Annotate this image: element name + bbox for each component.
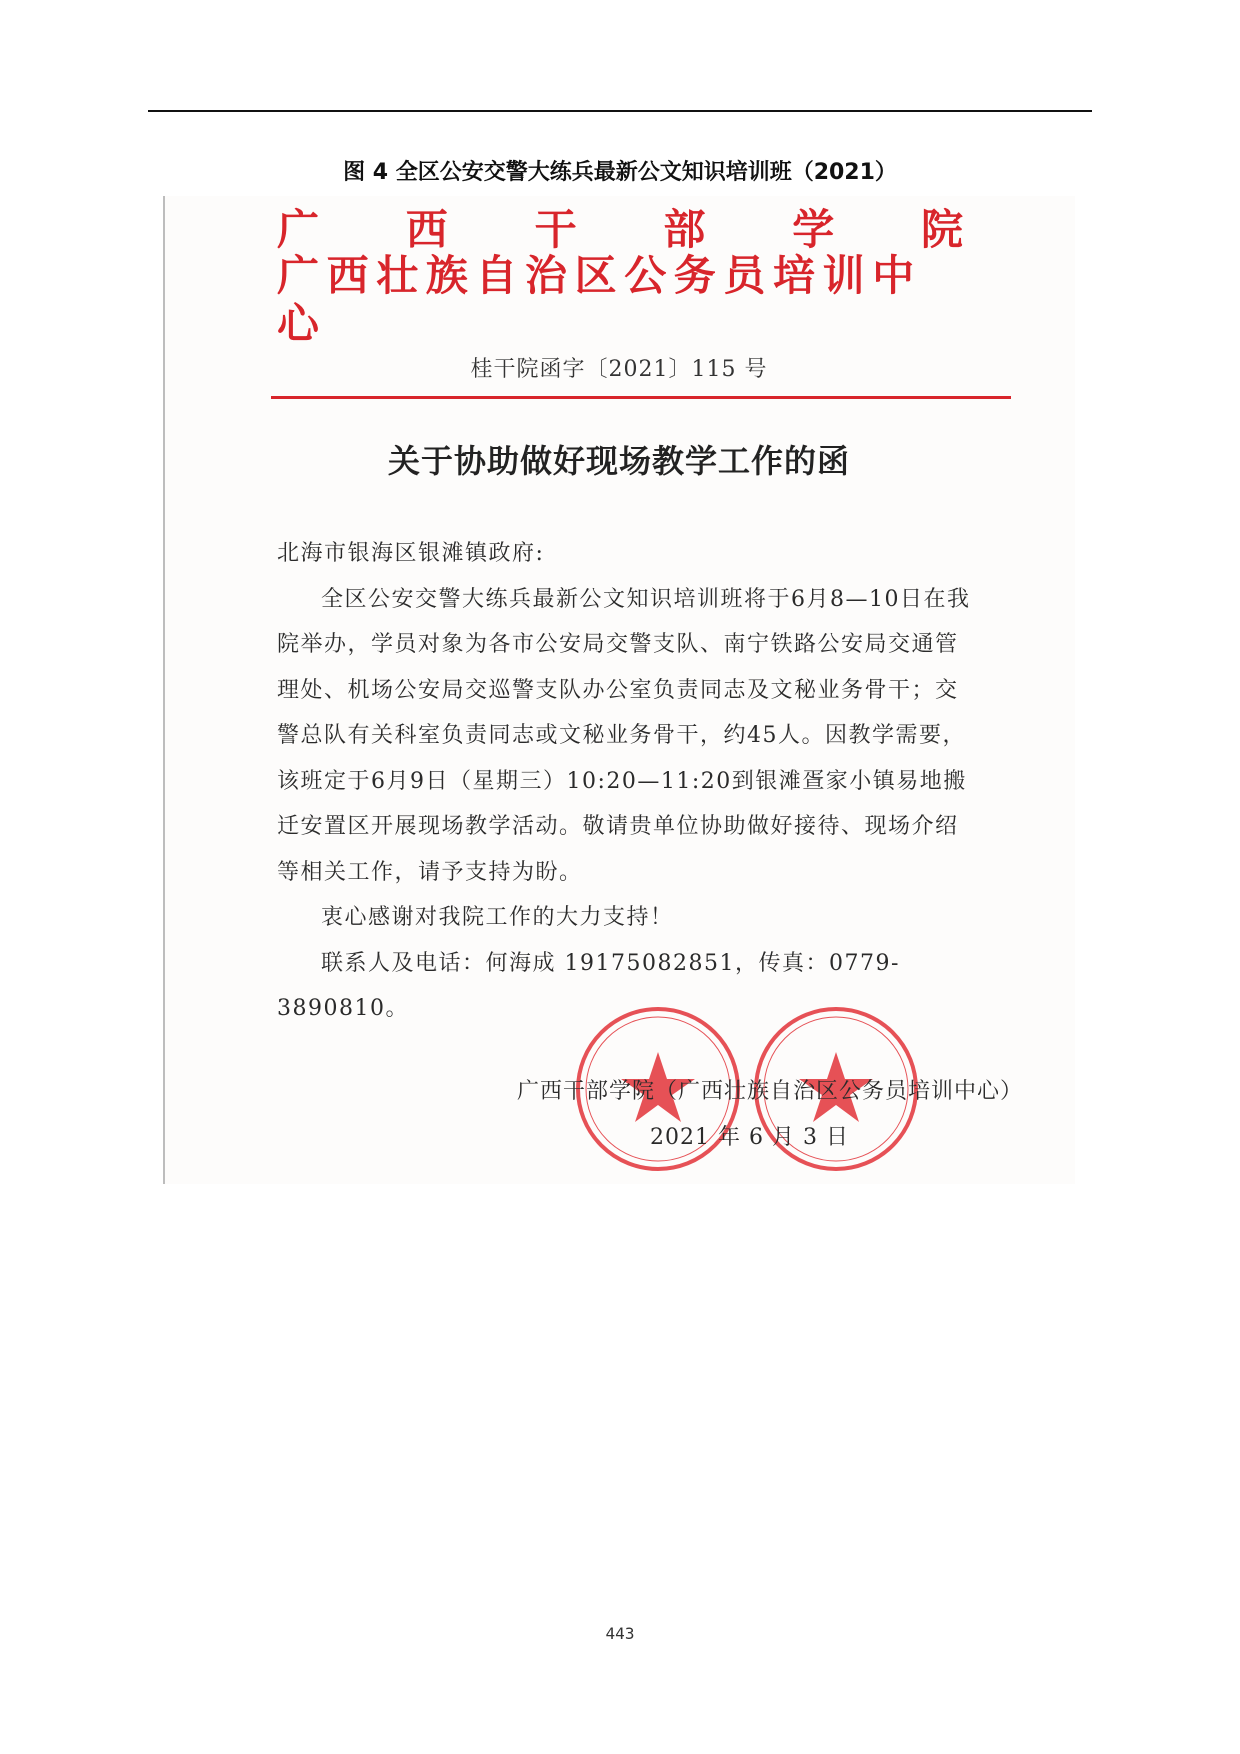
letterhead-line1 [277, 206, 963, 254]
signature-date: 2021 年 6 月 3 日 [650, 1125, 849, 1150]
document-number: 桂干院函字〔2021〕115 号 [470, 357, 768, 382]
letter-body [277, 531, 977, 1032]
signoff: 广西干部学院（广西壮族自治区公务员培训中心） [516, 1079, 1023, 1104]
scanned-letter [163, 196, 1075, 1184]
scan-edge [163, 196, 165, 1184]
body-paragraph: 全区公安交警大练兵最新公文知识培训班将于6月8—10日在我院举办，学员对象为各市公安局交警支队、南宁铁路公安局交通管理处、机场公安局交巡警支队办公室负责同志及文秘业务骨干；交警总队有关科室负责同志或文秘业务骨干，约45人。因教学需要，该班定于6月9日（星期三）10:20—11:20到银滩疍家小镇易地搬迁安置区开展现场教学活动。敬请贵单位协助做好接待、现场介绍等相关工作，请予支持为盼。 [277, 586, 971, 885]
letterhead-char: 干 [534, 205, 577, 254]
letterhead-char: 学 [792, 205, 835, 254]
letterhead-char: 部 [663, 205, 706, 254]
letterhead-line2-text: 广西壮族自治区公务员培训中心 [277, 251, 922, 348]
recipient: 北海市银海区银滩镇政府: [277, 541, 545, 566]
letterhead-char: 西 [405, 205, 448, 254]
letterhead-line2 [277, 252, 963, 348]
contact-line: 联系人及电话：何海成 19175082851，传真：0779-3890810。 [277, 950, 900, 1021]
red-separator [271, 396, 1011, 399]
thanks-paragraph: 衷心感谢对我院工作的大力支持！ [321, 905, 674, 930]
document-title: 关于协助做好现场教学工作的函 [387, 442, 850, 480]
figure-caption: 图 4 全区公安交警大练兵最新公文知识培训班（2021） [343, 160, 897, 185]
page-number: 443 [605, 1624, 635, 1643]
letterhead-char: 院 [920, 205, 963, 254]
header-rule [148, 110, 1092, 112]
letterhead-char: 广 [277, 205, 320, 254]
